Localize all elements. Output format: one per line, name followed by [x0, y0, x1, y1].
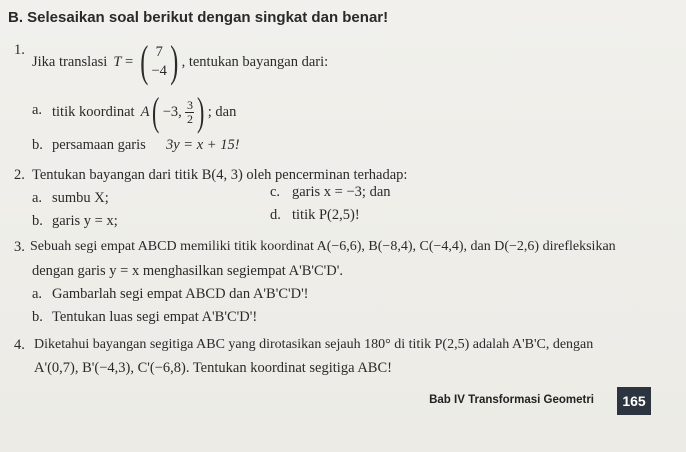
- translation-matrix: [137, 37, 182, 86]
- matrix-bottom: −4: [151, 63, 167, 79]
- q1a-left-paren: (: [152, 89, 160, 134]
- fraction-numerator: 3: [186, 97, 193, 112]
- q2c-text: garis x = −3; dan: [292, 184, 391, 200]
- q2b-label: b.: [32, 213, 43, 229]
- chapter-footer: Bab IV Transformasi Geometri: [429, 394, 594, 406]
- q1-after: , tentukan bayangan dari:: [181, 53, 329, 70]
- q2-number: 2.: [14, 167, 25, 183]
- q4-line1: Diketahui bayangan segitiga ABC yang dirotasikan sejauh 180° di titik P(2,5) adalah A'B'C, dengan: [34, 337, 594, 352]
- q3b-label: b.: [32, 309, 43, 325]
- q1-equals: =: [121, 53, 137, 70]
- q2d-text: titik P(2,5)!: [292, 207, 360, 223]
- q2-text: Tentukan bayangan dari titik B(4, 3) oleh pencerminan terhadap:: [32, 167, 408, 183]
- q1a-point: A: [140, 103, 150, 120]
- q2b-text: garis y = x;: [52, 213, 118, 229]
- q2c-label: c.: [270, 184, 281, 200]
- fraction-denominator: 2: [186, 111, 193, 126]
- section-heading: B. Selesaikan soal berikut dengan singkat dan benar!: [8, 9, 389, 26]
- q1b-equation: 3y = x + 15!: [166, 137, 240, 153]
- q1a-fraction: [185, 99, 194, 126]
- matrix-column: [151, 43, 166, 81]
- left-paren: (: [140, 37, 149, 86]
- q1-number: 1.: [14, 42, 25, 58]
- q4-number: 4.: [14, 337, 25, 353]
- q3-line1: Sebuah segi empat ABCD memiliki titik koordinat A(−6,6), B(−8,4), C(−4,4), dan D(−2,6) direfleksikan: [30, 239, 616, 254]
- matrix-top: 7: [155, 44, 163, 60]
- q3-number: 3.: [14, 239, 25, 255]
- q3a-text: Gambarlah segi empat ABCD dan A'B'C'D'!: [52, 286, 309, 302]
- q1a-right-paren: ): [197, 89, 205, 134]
- q2d-label: d.: [270, 207, 281, 223]
- q2a-label: a.: [32, 190, 43, 206]
- q3-line2: dengan garis y = x menghasilkan segiempat A'B'C'D'.: [32, 263, 343, 279]
- q1a-statement: [52, 89, 237, 134]
- q1-matrix-var: T: [113, 53, 122, 70]
- q3b-text: Tentukan luas segi empat A'B'C'D'!: [52, 309, 258, 325]
- q1a-close: ; dan: [207, 103, 237, 120]
- q1-intro: Jika translasi: [32, 53, 108, 70]
- page-number-badge: [617, 387, 651, 415]
- q4-line2: A'(0,7), B'(−4,3), C'(−6,8). Tentukan koordinat segitiga ABC!: [34, 360, 392, 376]
- q1-statement: [32, 37, 329, 86]
- q1a-open: −3,: [162, 103, 186, 120]
- q1b-label: b.: [32, 137, 43, 153]
- page-number: 165: [622, 393, 646, 409]
- q3a-label: a.: [32, 286, 43, 302]
- q1b-text: persamaan garis: [52, 137, 146, 153]
- right-paren: ): [170, 37, 179, 86]
- q1a-label: a.: [32, 102, 43, 118]
- q2a-text: sumbu X;: [52, 190, 109, 206]
- q1a-text: titik koordinat: [52, 103, 135, 120]
